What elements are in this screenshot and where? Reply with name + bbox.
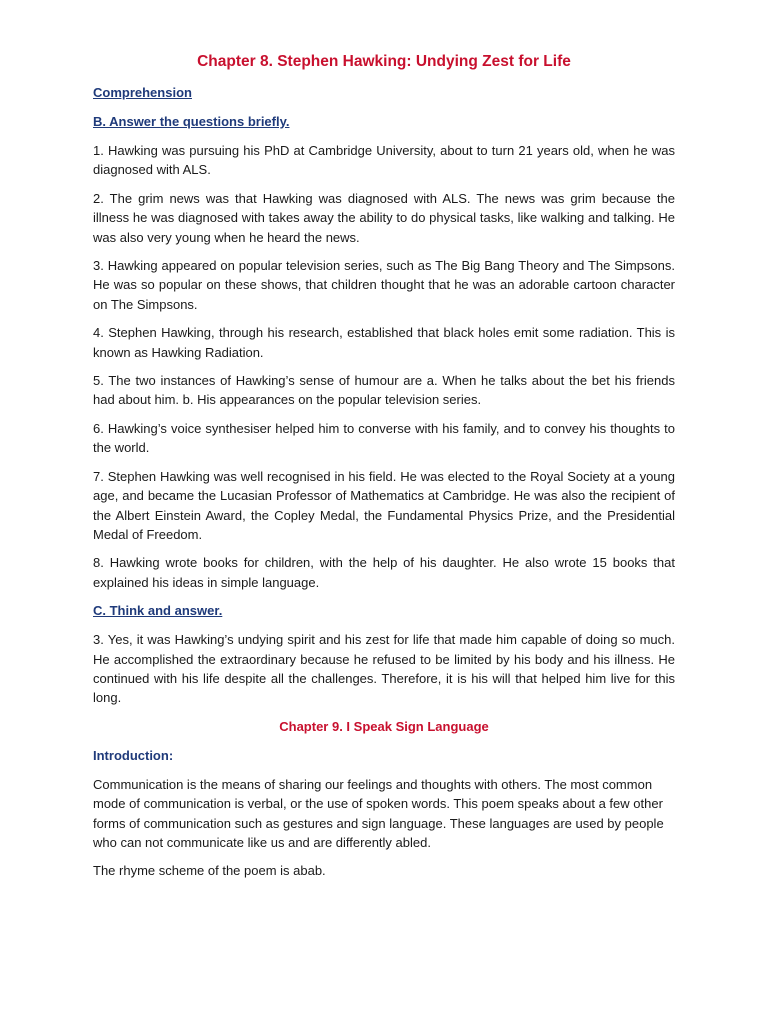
chapter-9-title: Chapter 9. I Speak Sign Language (279, 718, 489, 734)
answer-b-4: 4. Stephen Hawking, through his research, established that black holes emit some radiation. This is known as Hawking Radiation. (93, 325, 675, 360)
answer-b-1: 1. Hawking was pursuing his PhD at Cambridge University, about to turn 21 years old, when he was diagnosed with ALS. (93, 143, 675, 178)
answer-b-8: 8. Hawking wrote books for children, with the help of his daughter. He also wrote 15 books that explained his ideas in simple language. (93, 555, 675, 590)
rhyme-scheme-paragraph: The rhyme scheme of the poem is abab. (93, 863, 326, 879)
document-content (93, 52, 675, 890)
answer-b-2: 2. The grim news was that Hawking was diagnosed with ALS. The news was grim because the illness he was diagnosed with takes away the ability to do physical tasks, like walking and talking. He was also very young when he heard the news. (93, 190, 675, 245)
comprehension-heading: Comprehension (93, 85, 192, 100)
section-b-heading: B. Answer the questions briefly. (93, 114, 290, 129)
section-c-heading: C. Think and answer. (93, 603, 223, 619)
answer-b-7: 7. Stephen Hawking was well recognised in his field. He was elected to the Royal Society at a young age, and became the Lucasian Professor of Mathematics at Cambridge. He was also the recipient of the Albert Einstein Award, the Copley Medal, the Fundamental Physics Prize, and the Presidential Medal of Freedom. (93, 468, 675, 542)
introduction-heading: Introduction: (93, 747, 174, 763)
answer-b-5: 5. The two instances of Hawking’s sense of humour are a. When he talks about the bet his friends had about him. b. His appearances on the popular television series. (93, 373, 675, 408)
introduction-paragraph: Communication is the means of sharing our feelings and thoughts with others. The most common mode of communication is verbal, or the use of spoken words. This poem speaks about a few other forms of communication such as gestures and sign language. These languages are used by people who can not communicate like us and are differently abled. (93, 776, 664, 850)
answer-b-6: 6. Hawking’s voice synthesiser helped him to converse with his family, and to convey his thoughts to the world. (93, 420, 675, 456)
answer-b-3: 3. Hawking appeared on popular television series, such as The Big Bang Theory and The Simpsons. He was so popular on these shows, that children thought that he was an adorable cartoon character on The Simpsons. (93, 258, 675, 312)
answer-c-3: 3. Yes, it was Hawking’s undying spirit and his zest for life that made him capable of doing so much. He accomplished the extraordinary because he refused to be limited by his body and his illness. He continued with his life despite all the challenges. Therefore, it is his will that helped him live for this long. (93, 632, 675, 706)
chapter-8-title: Chapter 8. Stephen Hawking: Undying Zest for Life (197, 53, 571, 70)
